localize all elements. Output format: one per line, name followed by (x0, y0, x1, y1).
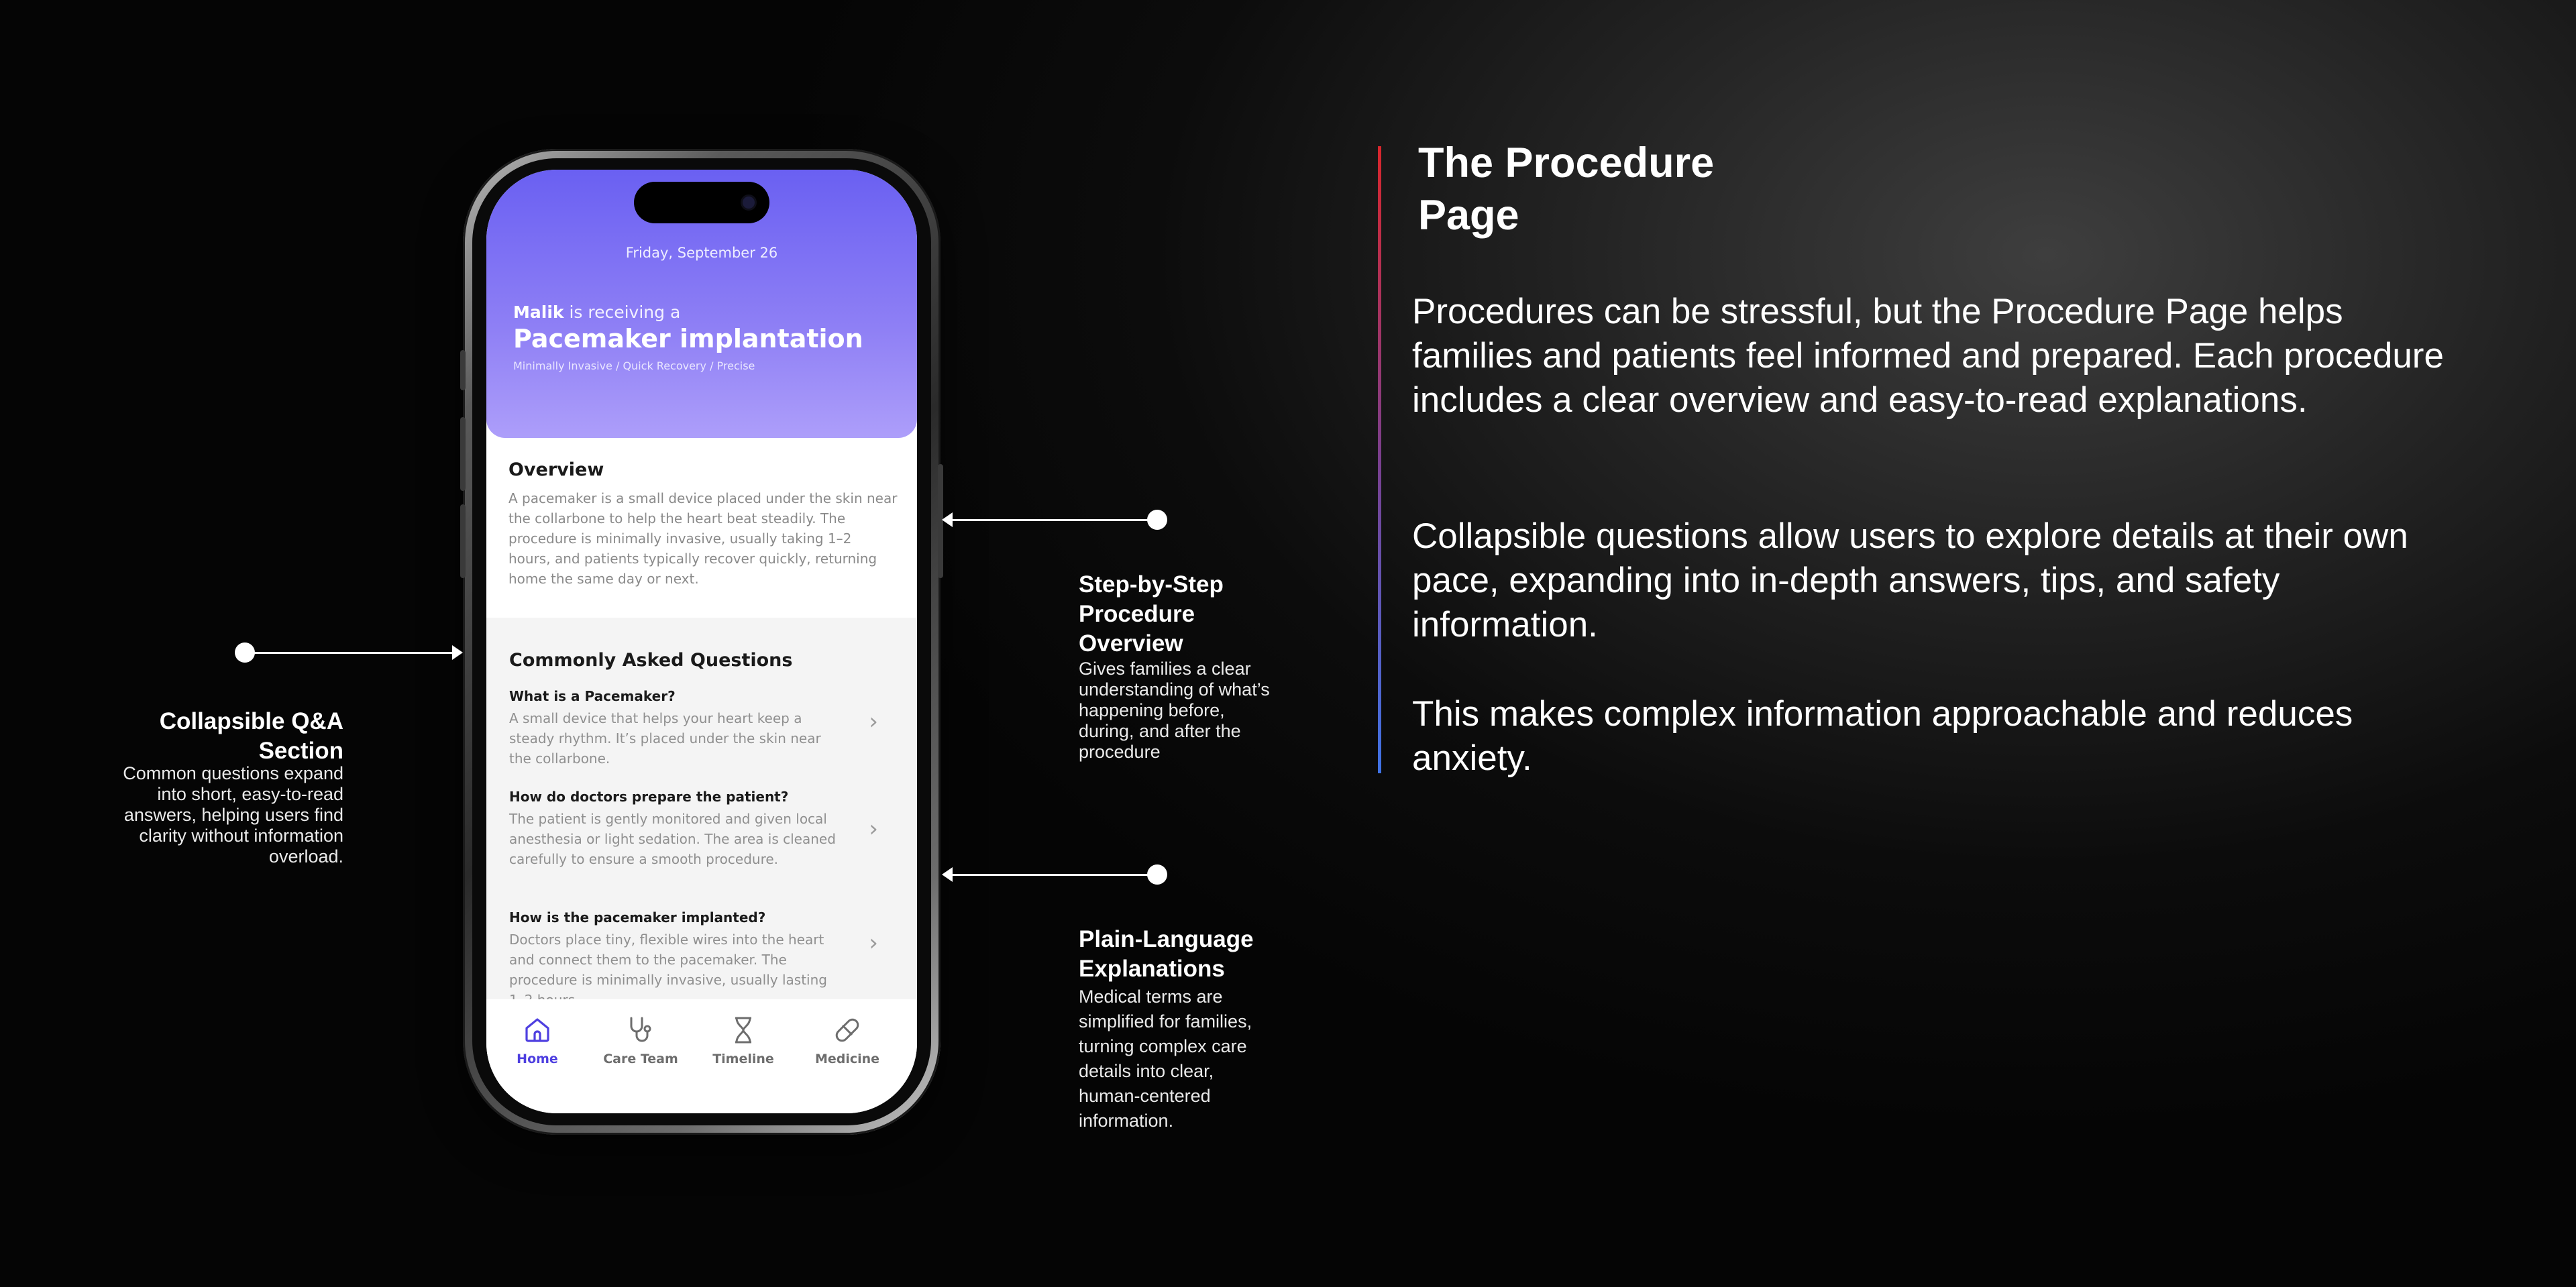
stethoscope-icon (625, 1014, 657, 1046)
annotation-qa-title: Collapsible Q&A Section (159, 708, 343, 764)
header-subtitle (513, 302, 680, 322)
pill-icon (831, 1014, 863, 1046)
panel-title: The Procedure Page (1418, 139, 1715, 239)
faq-question: How do doctors prepare the patient? (509, 789, 789, 805)
chevron-right-icon[interactable]: › (869, 816, 878, 842)
chevron-right-icon[interactable]: › (869, 708, 878, 735)
procedure-title: Pacemaker implantation (513, 324, 863, 353)
tab-label: Home (517, 1052, 558, 1066)
faq-item[interactable] (509, 789, 878, 869)
annotation-plain-text: Medical terms are simplified for families, turning complex care details into clear, human-centered information. (1079, 987, 1252, 1131)
tab-care-team[interactable] (587, 1014, 694, 1066)
annotation-qa-text: Common questions expand into short, easy-to-read answers, helping users find clarity without information overload. (123, 763, 343, 866)
tab-home[interactable] (486, 1014, 591, 1066)
panel-paragraph: Collapsible questions allow users to explore details at their own pace, expanding into in-depth answers, tips, and safety information. (1412, 516, 2408, 645)
annotation-steps-title: Step-by-Step Procedure Overview (1079, 571, 1224, 657)
tab-timeline[interactable] (690, 1014, 797, 1066)
home-icon (521, 1014, 553, 1046)
dynamic-island (634, 182, 769, 223)
overview-title: Overview (508, 459, 604, 480)
phone-mockup (463, 149, 941, 1135)
silent-switch (460, 350, 466, 390)
hourglass-icon (727, 1014, 759, 1046)
faq-item[interactable] (509, 688, 878, 769)
arrow-right-icon (452, 645, 463, 660)
overview-section (486, 438, 917, 618)
volume-down-button (460, 504, 466, 578)
volume-up-button (460, 417, 466, 491)
annotation-plain-title: Plain-Language Explanations (1079, 926, 1254, 982)
faq-answer: A small device that helps your heart keep a steady rhythm. It’s placed under the skin near the collarbone. (509, 710, 821, 767)
faq-section (486, 618, 917, 1020)
faq-item[interactable] (509, 909, 878, 1010)
receiving-text: is receiving a (564, 302, 681, 322)
annotation-line (953, 874, 1158, 876)
procedure-tags: Minimally Invasive / Quick Recovery / Precise (513, 359, 755, 372)
accent-bar (1378, 146, 1381, 773)
tab-medicine[interactable] (794, 1014, 901, 1066)
panel-paragraph: This makes complex information approachable and reduces anxiety. (1412, 694, 2353, 778)
annotation-steps-text: Gives families a clear understanding of what’s happening before, during, and after the procedure (1079, 659, 1270, 762)
faq-question: How is the pacemaker implanted? (509, 909, 766, 926)
annotation-line (245, 652, 454, 654)
tab-label: Timeline (712, 1052, 774, 1066)
bottom-tab-bar (486, 999, 917, 1113)
faq-answer: Doctors place tiny, flexible wires into the heart and connect them to the pacemaker. The procedure is minimally invasive, usually lasting (509, 932, 827, 988)
faq-question: What is a Pacemaker? (509, 688, 676, 704)
arrow-left-icon (942, 512, 953, 527)
panel-paragraph: Procedures can be stressful, but the Procedure Page helps families and patients feel informed and prepared. Each procedure includes a clear overview and easy-to-read explanations. (1412, 292, 2444, 420)
phone-screen (486, 170, 917, 1113)
overview-text: A pacemaker is a small device placed under the skin near the collarbone to help the heart beat steadily. The procedure is minimally invasive, usually taking 1–2 hours, and patients typically recover quickly, returning home the same day or next. (508, 490, 898, 587)
tab-label: Care Team (603, 1052, 678, 1066)
arrow-left-icon (942, 867, 953, 882)
faq-title: Commonly Asked Questions (509, 650, 793, 671)
patient-name: Malik (513, 302, 564, 322)
faq-answer: The patient is gently monitored and given local anesthesia or light sedation. The area is cleaned carefully to ensure a smooth procedure. (509, 811, 836, 867)
camera-lens-icon (743, 197, 755, 209)
tab-label: Medicine (814, 1052, 880, 1066)
chevron-right-icon[interactable]: › (869, 930, 878, 956)
annotation-line (953, 519, 1158, 521)
header-date: Friday, September 26 (625, 245, 778, 261)
